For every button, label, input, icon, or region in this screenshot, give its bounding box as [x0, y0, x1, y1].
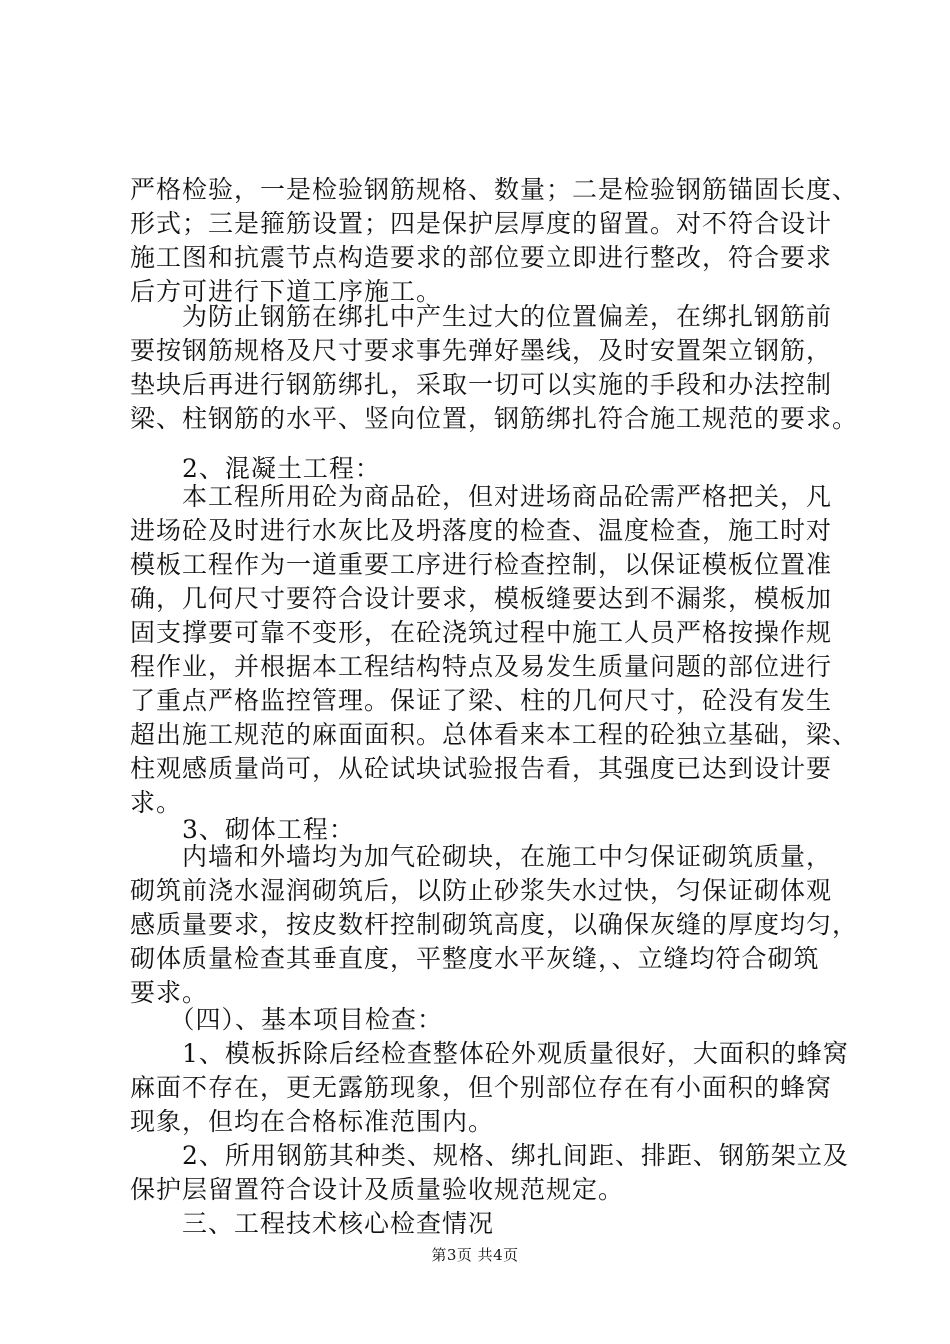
- body-text-line: 进场砼及时进行水灰比及坍落度的检查、温度检查，施工时对: [130, 516, 833, 545]
- section-heading: 2、混凝土工程：: [130, 454, 381, 483]
- body-text-line: 本工程所用砼为商品砼，但对进场商品砼需严格把关，凡: [130, 482, 833, 511]
- body-text-line: 保护层留置符合设计及质量验收规范规定。: [130, 1175, 625, 1204]
- body-text-line: 严格检验，一是检验钢筋规格、数量；二是检验钢筋锚固长度、: [130, 175, 859, 204]
- body-text-line: 砌筑前浇水湿润砌筑后，以防止砂浆失水过快，匀保证砌体观: [130, 876, 833, 905]
- body-text-line: 确，几何尺寸要符合设计要求，模板缝要达到不漏浆，模板加: [130, 584, 833, 613]
- body-text-line: 感质量要求，按皮数杆控制砌筑高度，以确保灰缝的厚度均匀，: [130, 910, 859, 939]
- body-text-line: 1、模板拆除后经检查整体砼外观质量很好，大面积的蜂窝: [130, 1039, 849, 1068]
- body-text-line: 后方可进行下道工序施工。: [130, 277, 443, 306]
- body-text-line: 麻面不存在，更无露筋现象，但个别部位存在有小面积的蜂窝: [130, 1073, 833, 1102]
- body-text-line: 要按钢筋规格及尺寸要求事先弹好墨线，及时安置架立钢筋，: [130, 336, 833, 365]
- body-text-line: 施工图和抗震节点构造要求的部位要立即进行整改，符合要求: [130, 243, 833, 272]
- body-text-line: 要求。: [130, 978, 209, 1007]
- body-text-line: 固支撑要可靠不变形，在砼浇筑过程中施工人员严格按操作规: [130, 618, 833, 647]
- body-text-line: 求。: [130, 788, 183, 817]
- page-number-footer: 第3页 共4页: [431, 1246, 519, 1264]
- body-text-line: 垫块后再进行钢筋绑扎，采取一切可以实施的手段和办法控制: [130, 370, 833, 399]
- section-heading: 3、砌体工程：: [130, 815, 355, 844]
- body-text-line: 2、所用钢筋其种类、规格、绑扎间距、排距、钢筋架立及: [130, 1141, 849, 1170]
- body-text-line: 程作业，并根据本工程结构特点及易发生质量问题的部位进行: [130, 652, 833, 681]
- body-text-line: 模板工程作为一道重要工序进行检查控制，以保证模板位置准: [130, 550, 833, 579]
- body-text-line: 柱观感质量尚可，从砼试块试验报告看，其强度已达到设计要: [130, 754, 833, 783]
- body-text-line: 砌体质量检查其垂直度，平整度水平灰缝，、立缝均符合砌筑: [130, 944, 820, 973]
- body-text-line: 了重点严格监控管理。保证了梁、柱的几何尺寸，砼没有发生: [130, 686, 833, 715]
- body-text-line: 现象，但均在合格标准范围内。: [130, 1107, 495, 1136]
- body-text-line: 超出施工规范的麻面面积。总体看来本工程的砼独立基础，梁、: [130, 720, 859, 749]
- section-heading: （四）、基本项目检查：: [130, 1005, 444, 1034]
- body-text-line: 为防止钢筋在绑扎中产生过大的位置偏差，在绑扎钢筋前: [130, 302, 833, 331]
- body-text-line: 形式；三是箍筋设置；四是保护层厚度的留置。对不符合设计: [130, 209, 833, 238]
- body-text-line: 内墙和外墙均为加气砼砌块，在施工中匀保证砌筑质量，: [130, 842, 833, 871]
- body-text-line: 梁、柱钢筋的水平、竖向位置，钢筋绑扎符合施工规范的要求。: [130, 404, 859, 433]
- section-heading: 三、工程技术核心检查情况: [130, 1209, 495, 1238]
